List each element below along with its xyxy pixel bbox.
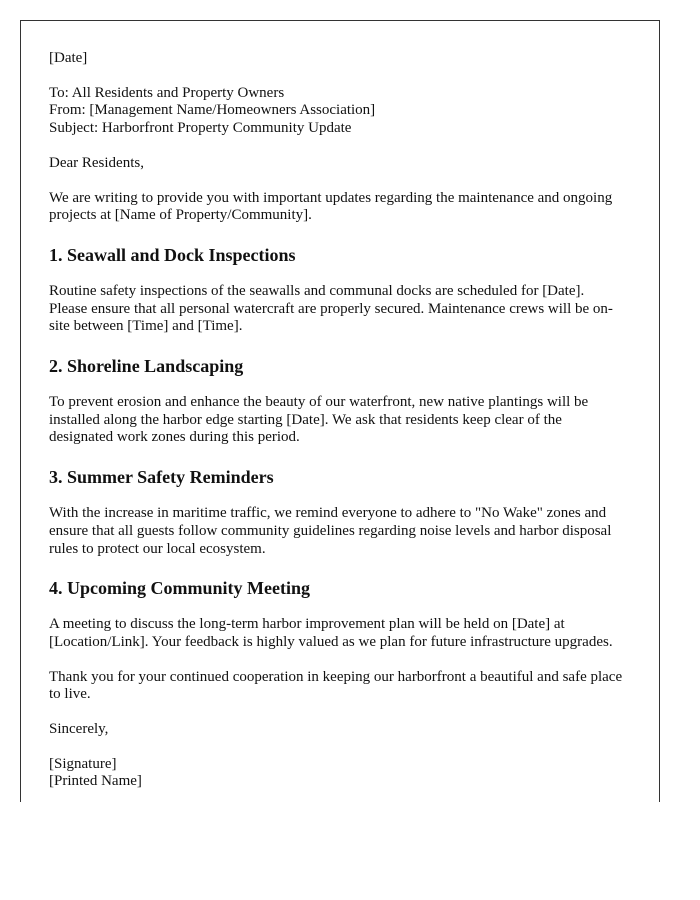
intro-paragraph: We are writing to provide you with important updates regarding the maintenance and ongoing projects at [Name of Property/Community]. bbox=[49, 189, 613, 224]
signature-block bbox=[49, 756, 623, 791]
section-body: To prevent erosion and enhance the beauty of our waterfront, new native plantings will be installed along the harbor edge starting [Date]. We ask that residents keep clear of the designated work zones during this period. bbox=[49, 394, 589, 446]
subject-line: Subject: Harborfront Property Community Update bbox=[49, 120, 352, 137]
section-heading: 1. Seawall and Dock Inspections bbox=[49, 244, 296, 265]
to-line: To: All Residents and Property Owners bbox=[49, 84, 285, 101]
closing-paragraph: Thank you for your continued cooperation in keeping our harborfront a beautiful and safe place to live. bbox=[49, 668, 623, 703]
signature: [Signature] bbox=[49, 755, 117, 772]
from-line: From: [Management Name/Homeowners Association] bbox=[49, 102, 376, 119]
section-heading: 4. Upcoming Community Meeting bbox=[49, 578, 310, 599]
letter-page bbox=[20, 20, 660, 802]
letter-header bbox=[49, 85, 623, 138]
sign-off: Sincerely, bbox=[49, 721, 109, 738]
salutation: Dear Residents, bbox=[49, 154, 144, 171]
section-body: With the increase in maritime traffic, we remind everyone to adhere to "No Wake" zones and ensure that all guests follow community guidelines regarding noise levels and harbor disposal rules to protect our local ecosystem. bbox=[49, 505, 612, 557]
section-heading: 3. Summer Safety Reminders bbox=[49, 467, 274, 488]
section-body: A meeting to discuss the long-term harbor improvement plan will be held on [Date] at [Location/Link]. Your feedback is highly valued as we plan for future infrastructure upgrades. bbox=[49, 616, 613, 650]
section-heading: 2. Shoreline Landscaping bbox=[49, 356, 244, 377]
printed-name: [Printed Name] bbox=[49, 773, 142, 790]
section-body: Routine safety inspections of the seawalls and communal docks are scheduled for [Date]. Please ensure that all personal watercraft are properly secured. Maintenance crews will be on-site between [Time] and [Time]. bbox=[49, 282, 613, 335]
letter-date: [Date] bbox=[49, 50, 88, 66]
